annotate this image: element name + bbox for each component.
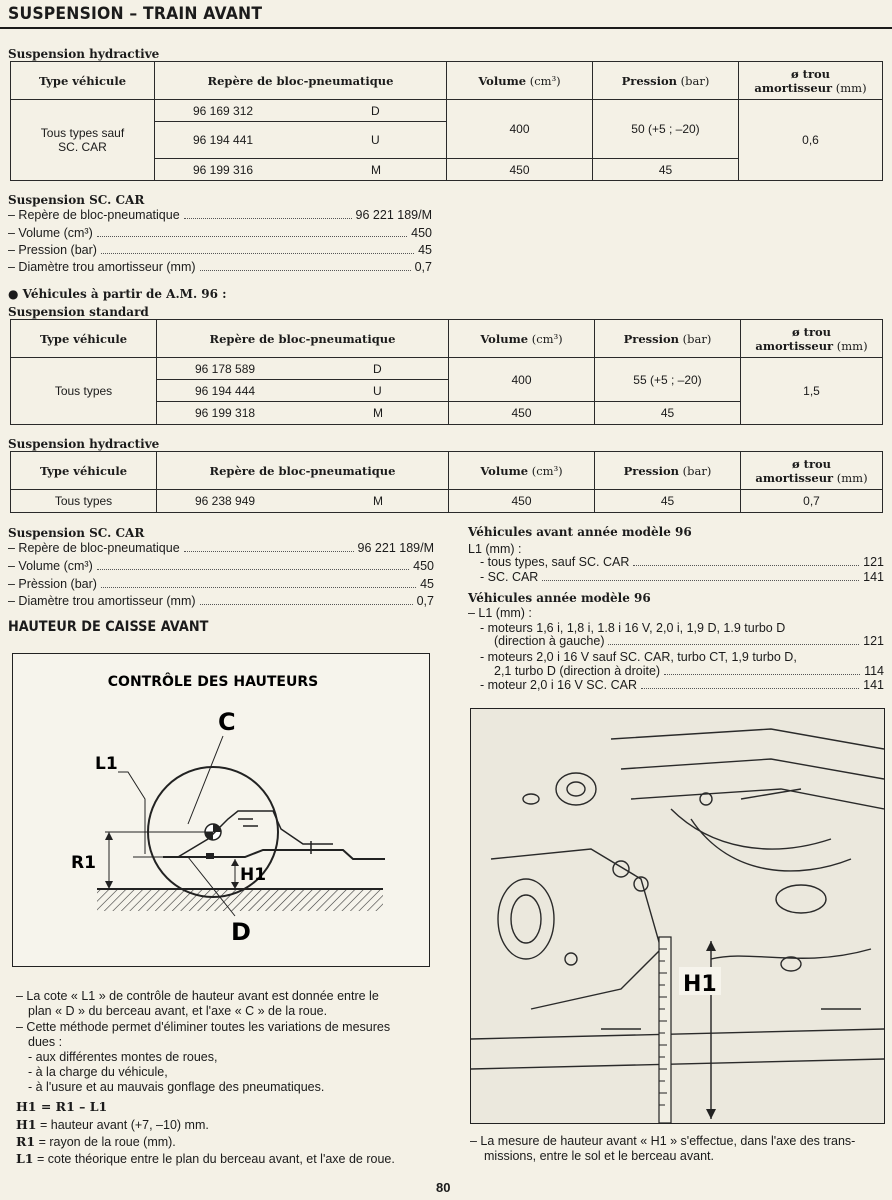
formula-r1: R1 = rayon de la roue (mm). [16,1134,176,1149]
label-l1: L1 [95,754,118,774]
table-header-row [11,452,883,490]
cell-pression: 50 (+5 ; –20) [593,100,739,159]
spec-line: - moteur 2,0 i 16 V SC. CAR 141 [480,678,884,692]
annee96-l1: – L1 (mm) : [468,606,532,620]
col-header-type: Type véhicule [11,320,157,358]
paragraph-cote-l1: – La cote « L1 » de contrôle de hauteur avant est donnée entre le plan « D » du berceau avant, et l'axe « C » de la roue. [16,989,379,1018]
spec-line: (direction à gauche) 121 [494,634,884,648]
spec-line: – Diamètre trou amortisseur (mm) 0,7 [8,260,432,274]
col-header-repere: Repère de bloc-pneumatique [157,452,449,490]
spec-line: - tous types, sauf SC. CAR 121 [480,555,884,569]
diagram-title: CONTRÔLE DES HAUTEURS [107,674,319,690]
cell-pression: 55 (+5 ; –20) [595,358,741,402]
section-title-sccar: Suspension SC. CAR [8,193,145,207]
cell-pression: 45 [595,402,741,425]
label-d: D [231,918,251,946]
label-h1: H1 [240,865,267,885]
paragraph-methode: – Cette méthode permet d'éliminer toutes les variations de mesures dues : - aux différentes montes de roues, - à la charge du véhicule, - à l'usure et au mauvais gonflage des pneumatiques. [16,1020,391,1094]
col-header-pression: Pression (bar) [595,452,741,490]
formula-main: H1 = R1 – L1 [16,1099,108,1114]
cell-pression: 45 [595,490,741,513]
cell-volume: 400 [447,100,593,159]
height-control-diagram [12,653,430,967]
col-header-repere: Repère de bloc-pneumatique [157,320,449,358]
section-title-hauteur: HAUTEUR DE CAISSE AVANT [8,619,209,635]
photo-label-h1: H1 [683,972,717,997]
spec-line: – Repère de bloc-pneumatique 96 221 189/M [8,541,434,555]
am96-title: ● Véhicules à partir de A.M. 96 : [8,287,227,301]
annee96-title: Véhicules année modèle 96 [468,591,651,605]
col-header-pression: Pression (bar) [593,62,739,100]
page-title: SUSPENSION – TRAIN AVANT [8,4,263,24]
annee96-item2: - moteurs 2,0 i 16 V sauf SC. CAR, turbo CT, 1,9 turbo D, [480,650,797,664]
engine-photo [470,708,885,1124]
cell-repere: 96 169 312 D [155,100,447,122]
cell-volume: 450 [449,402,595,425]
section-title-standard: Suspension standard [8,305,149,319]
spec-line: 2,1 turbo D (direction à droite) 114 [494,664,884,678]
formula-l1: L1 = cote théorique entre le plan du berceau avant, et l'axe de roue. [16,1151,395,1166]
table-row [11,490,883,513]
cell-type: Tous types sauf SC. CAR [11,100,155,181]
cell-type: Tous types [11,490,157,513]
table-hydractive-1 [10,61,883,181]
section-title-sccar-2: Suspension SC. CAR [8,526,145,540]
col-header-trou: ø trou amortisseur (mm) [739,62,883,100]
cell-type: Tous types [11,358,157,425]
cell-trou: 0,7 [741,490,883,513]
table-row [11,358,883,380]
annee96-item1: - moteurs 1,6 i, 1,8 i, 1.8 i 16 V, 2,0 i, 1,9 D, 1.9 turbo D [480,621,786,635]
label-c: C [218,708,236,736]
photo-caption: – La mesure de hauteur avant « H1 » s'effectue, dans l'axe des trans- missions, entre le sol et le berceau avant. [470,1134,856,1163]
col-header-volume: Volume (cm³) [447,62,593,100]
table-hydractive-2 [10,451,883,513]
cell-pression: 45 [593,159,739,181]
col-header-volume: Volume (cm³) [449,320,595,358]
spec-line: – Volume (cm³) 450 [8,559,434,573]
spec-line: – Prèssion (bar) 45 [8,577,434,591]
cell-repere: 96 199 316 M [155,159,447,181]
cell-volume: 400 [449,358,595,402]
spec-line: – Repère de bloc-pneumatique 96 221 189/M [8,208,432,222]
table-header-row [11,320,883,358]
col-header-volume: Volume (cm³) [449,452,595,490]
section-title-hydractive-2: Suspension hydractive [8,437,160,451]
header-rule [0,27,892,29]
cell-repere: 96 194 444 U [157,380,449,402]
cell-volume: 450 [447,159,593,181]
cell-trou: 0,6 [739,100,883,181]
col-header-pression: Pression (bar) [595,320,741,358]
ground-hatch [97,889,383,911]
cell-repere: 96 178 589 D [157,358,449,380]
cell-repere: 96 199 318 M [157,402,449,425]
measuring-rule [659,937,671,1123]
label-r1: R1 [71,853,96,873]
table-header-row [11,62,883,100]
formula-h1: H1 = hauteur avant (+7, –10) mm. [16,1117,209,1132]
col-header-repere: Repère de bloc-pneumatique [155,62,447,100]
cell-repere: 96 238 949 M [157,490,449,513]
col-header-trou: ø trou amortisseur (mm) [741,320,883,358]
diagram-drawing [13,654,429,966]
table-standard [10,319,883,425]
spec-line: – Volume (cm³) 450 [8,226,432,240]
cell-trou: 1,5 [741,358,883,425]
spec-line: - SC. CAR 141 [480,570,884,584]
section-title-hydractive: Suspension hydractive [8,47,160,61]
avant96-l1: L1 (mm) : [468,542,522,556]
col-header-type: Type véhicule [11,452,157,490]
avant96-title: Véhicules avant année modèle 96 [468,525,692,539]
cell-volume: 450 [449,490,595,513]
spec-line: – Pression (bar) 45 [8,243,432,257]
engine-photo-drawing [471,709,884,1123]
col-header-type: Type véhicule [11,62,155,100]
table-row [11,100,883,122]
col-header-trou: ø trou amortisseur (mm) [741,452,883,490]
spec-line: – Diamètre trou amortisseur (mm) 0,7 [8,594,434,608]
page-number: 80 [436,1180,451,1195]
cell-repere: 96 194 441 U [155,122,447,159]
